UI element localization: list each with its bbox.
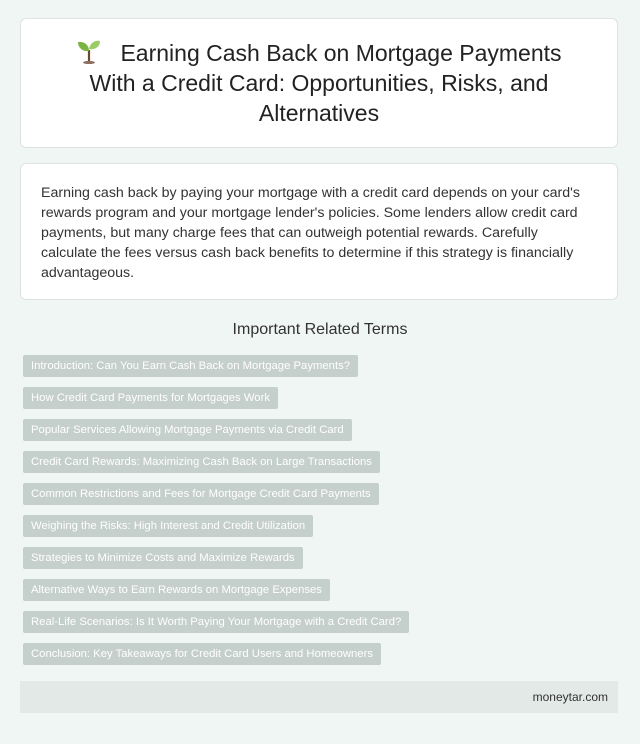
term-tag[interactable]: Conclusion: Key Takeaways for Credit Card Users and Homeowners: [23, 643, 381, 665]
terms-heading: Important Related Terms: [232, 321, 408, 338]
terms-list: [23, 355, 409, 675]
term-tag[interactable]: Credit Card Rewards: Maximizing Cash Back on Large Transactions: [23, 451, 380, 473]
sprout-icon: [76, 38, 102, 64]
site-name[interactable]: moneytar.com: [532, 690, 608, 704]
term-tag[interactable]: Common Restrictions and Fees for Mortgage Credit Card Payments: [23, 483, 379, 505]
term-tag[interactable]: Popular Services Allowing Mortgage Payments via Credit Card: [23, 419, 352, 441]
term-tag[interactable]: Real-Life Scenarios: Is It Worth Paying Your Mortgage with a Credit Card?: [23, 611, 409, 633]
page-title-text: Earning Cash Back on Mortgage Payments With a Credit Card: Opportunities, Risks, and Alternatives: [89, 40, 562, 126]
footer: [20, 681, 618, 713]
term-tag[interactable]: How Credit Card Payments for Mortgages Work: [23, 387, 278, 409]
term-tag[interactable]: Strategies to Minimize Costs and Maximize Rewards: [23, 547, 303, 569]
title-card: [20, 18, 618, 148]
summary-text: Earning cash back by paying your mortgage with a credit card depends on your card's rewards program and your mortgage lender's policies. Some lenders allow credit card payments, but many charge fees that can outweigh potential rewards. Carefully calculate the fees versus cash back benefits to determine if this strategy is financially advantageous.: [41, 185, 580, 281]
summary-card: [20, 163, 618, 300]
page-title: [59, 38, 579, 128]
term-tag[interactable]: Weighing the Risks: High Interest and Credit Utilization: [23, 515, 313, 537]
term-tag[interactable]: Alternative Ways to Earn Rewards on Mortgage Expenses: [23, 579, 330, 601]
term-tag[interactable]: Introduction: Can You Earn Cash Back on Mortgage Payments?: [23, 355, 358, 377]
